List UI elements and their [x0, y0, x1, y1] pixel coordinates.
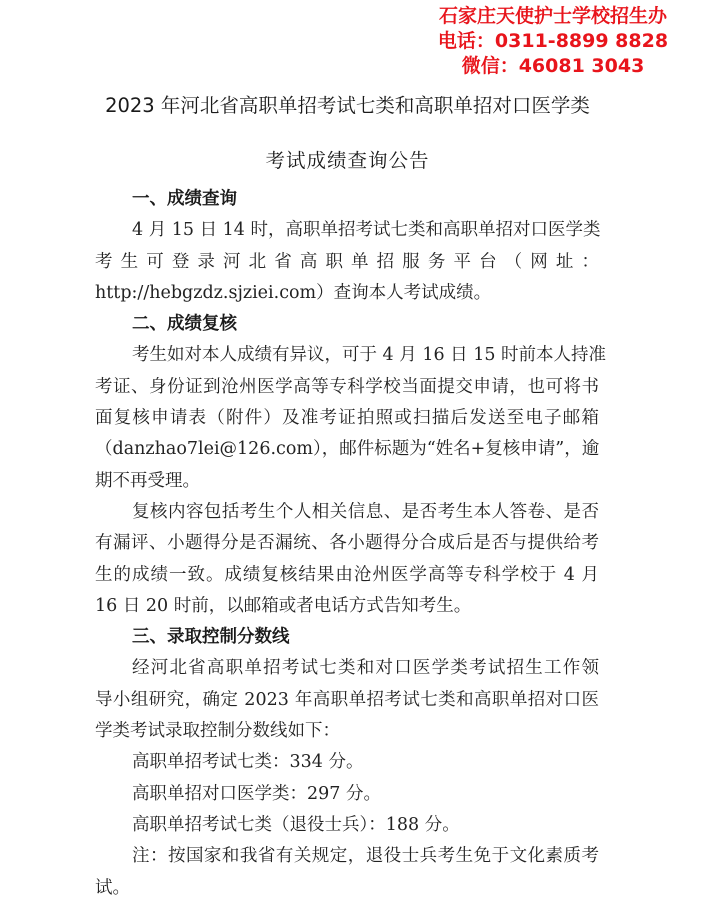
- paragraph-line: 经河北省高职单招考试七类和对口医学类考试招生工作领: [132, 658, 599, 679]
- paragraph-line: 16 日 20 时前，以邮箱或者电话方式告知考生。: [95, 595, 472, 616]
- document-title-line2: 考试成绩查询公告: [265, 149, 430, 172]
- paragraph-line: 考生如对本人成绩有异议，可于 4 月 16 日 15 时前本人持准: [132, 345, 607, 366]
- paragraph-line-email: （danzhao7lei@126.com），邮件标题为“姓名+复核申请”，逾: [95, 439, 600, 460]
- section-heading-cutoff-scores: 三、录取控制分数线: [132, 627, 290, 648]
- school-name: 石家庄天使护士学校招生办: [438, 5, 667, 27]
- paragraph-line: 面复核申请表（附件）及准考证拍照或扫描后发送至电子邮箱: [95, 408, 599, 429]
- contact-banner: [418, 4, 688, 79]
- score-line-category-seven: 高职单招考试七类：334 分。: [132, 752, 364, 773]
- section-heading-score-review: 二、成绩复核: [132, 314, 237, 335]
- paragraph-line: 4 月 15 日 14 时，高职单招考试七类和高职单招对口医学类: [132, 220, 601, 241]
- paragraph-line: 学类考试录取控制分数线如下：: [95, 721, 340, 742]
- paragraph-line: 考生可登录河北省高职单招服务平台（网址：: [95, 251, 599, 272]
- paragraph-line: 导小组研究，确定 2023 年高职单招考试七类和高职单招对口医: [95, 689, 599, 710]
- paragraph-line: 生的成绩一致。成绩复核结果由沧州医学高等专科学校于 4 月: [95, 564, 599, 585]
- phone-number: 电话：0311-8899 8828: [437, 30, 669, 52]
- note-line: 试。: [95, 877, 130, 898]
- paragraph-line: 考证、身份证到沧州医学高等专科学校当面提交申请，也可将书: [95, 376, 599, 397]
- wechat-id: 微信：46081 3043: [461, 55, 645, 77]
- paragraph-line: 复核内容包括考生个人相关信息、是否考生本人答卷、是否: [132, 501, 599, 522]
- document-title-line1: 2023 年河北省高职单招考试七类和高职单招对口医学类: [105, 94, 590, 117]
- note-line: 注：按国家和我省有关规定，退役士兵考生免于文化素质考: [132, 846, 599, 867]
- paragraph-line-website: http://hebgzdz.sjziei.com）查询本人考试成绩。: [95, 282, 492, 303]
- section-heading-score-query: 一、成绩查询: [132, 189, 237, 209]
- paragraph-line: 期不再受理。: [95, 470, 200, 491]
- score-line-medical: 高职单招对口医学类：297 分。: [132, 783, 381, 804]
- document-body: [95, 184, 607, 904]
- score-line-veterans: 高职单招考试七类（退役士兵）：188 分。: [132, 814, 460, 835]
- paragraph-line: 有漏评、小题得分是否漏统、各小题得分合成后是否与提供给考: [95, 533, 599, 554]
